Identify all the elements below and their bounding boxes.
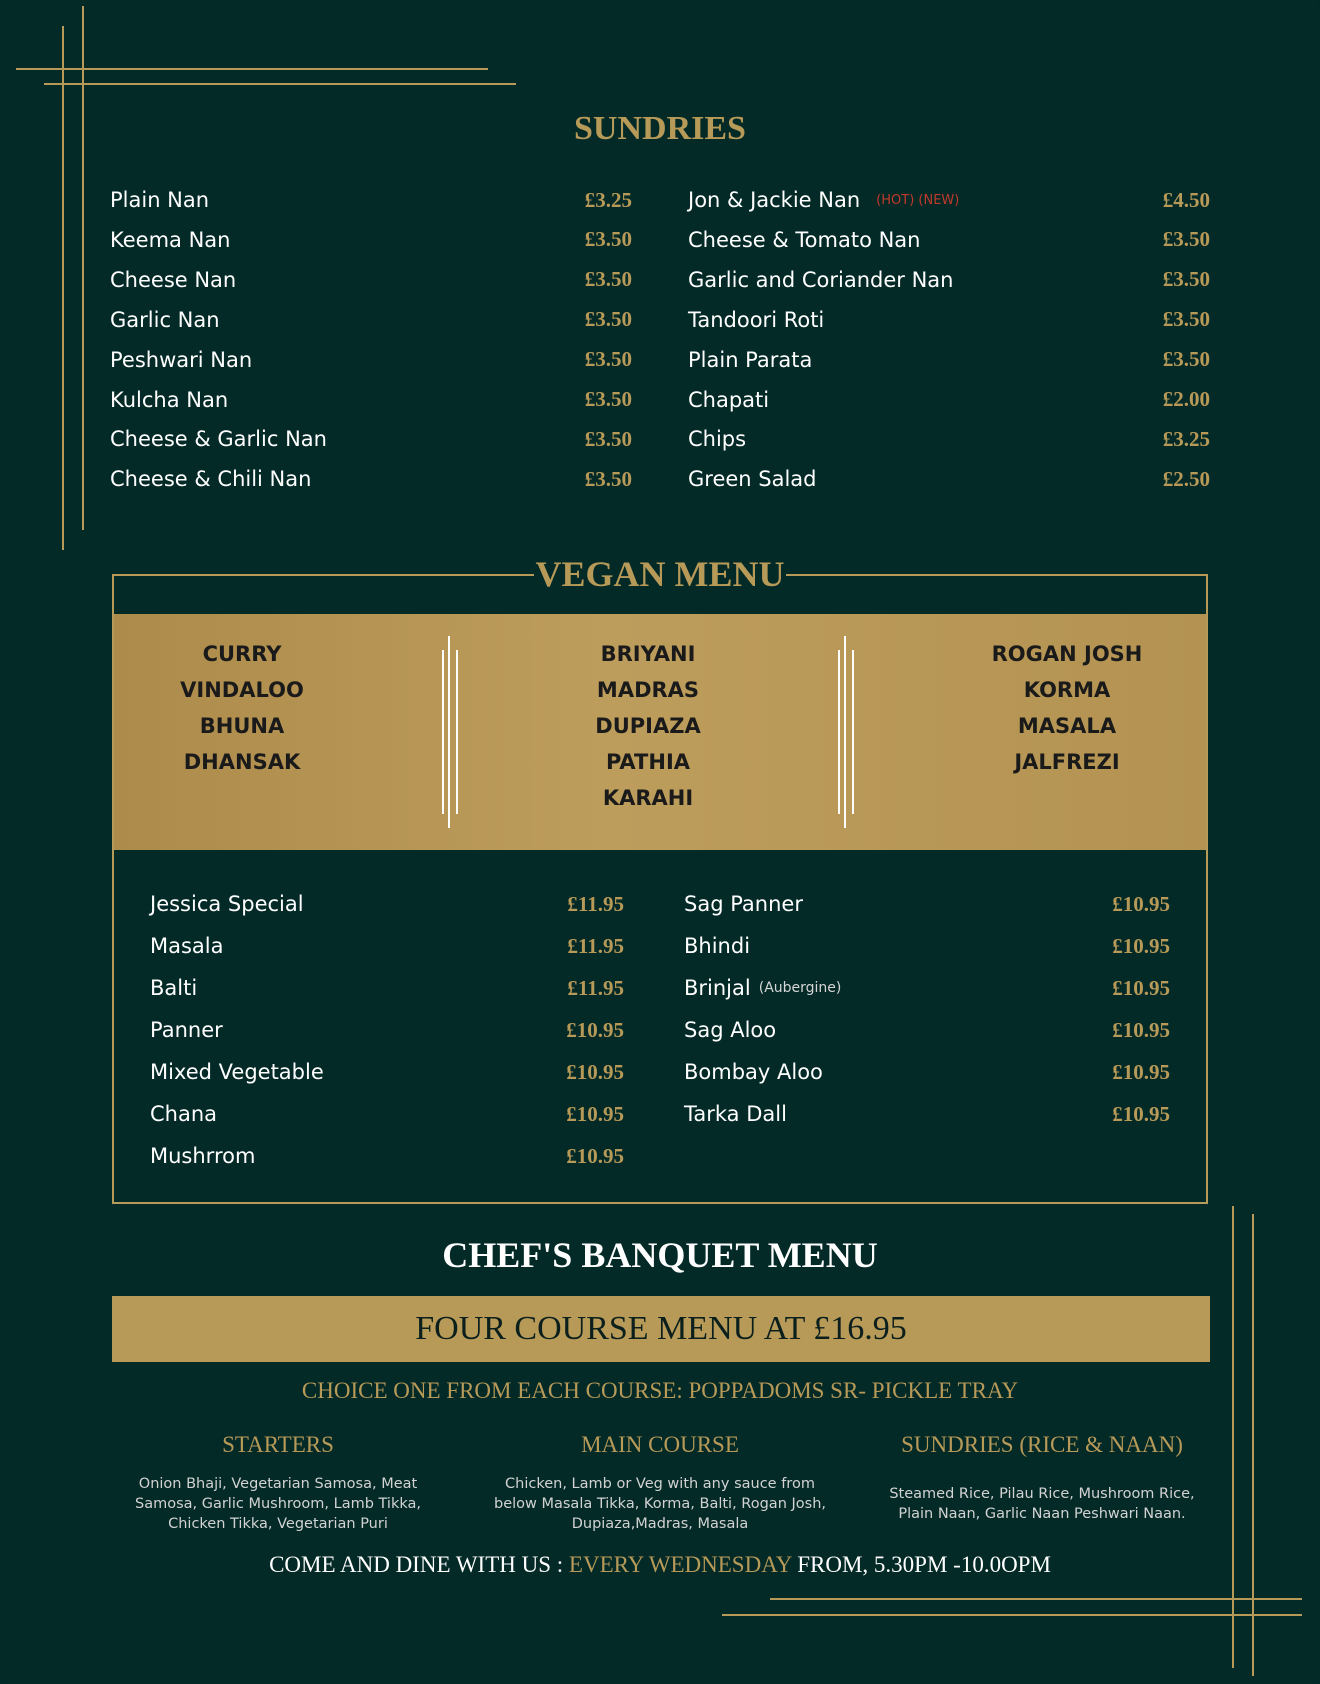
corner-line-top-v1 xyxy=(62,26,64,550)
menu-item-name-wrap xyxy=(684,934,750,958)
menu-item-price: £10.95 xyxy=(566,1017,624,1042)
footer-suffix: FROM, 5.30PM -10.0OPM xyxy=(797,1552,1051,1577)
menu-item-price: £4.50 xyxy=(1162,187,1210,212)
divider-bar xyxy=(448,636,450,828)
menu-item-price: £3.50 xyxy=(584,387,632,411)
menu-item-name-wrap xyxy=(688,388,769,412)
course-text-starters: Onion Bhaji, Vegetarian Samosa, Meat Samosa, Garlic Mushroom, Lamb Tikka, Chicken Tikka, Vegetarian Puri xyxy=(134,1476,421,1532)
menu-item-row xyxy=(150,1015,624,1045)
menu-item-name: Mixed Vegetable xyxy=(150,1060,324,1084)
menu-item-price: £10.95 xyxy=(566,1059,624,1084)
menu-item-name: Jon & Jackie Nan xyxy=(688,188,861,212)
menu-item-price: £2.00 xyxy=(1162,387,1210,411)
footer-highlight: EVERY WEDNESDAY xyxy=(568,1552,792,1577)
divider-bar xyxy=(838,650,840,814)
menu-item-row xyxy=(150,931,624,961)
sauce-name: PATHIA xyxy=(605,750,691,774)
menu-item-row xyxy=(110,305,632,335)
banquet-price-band: FOUR COURSE MENU AT £16.95 xyxy=(112,1296,1210,1362)
menu-item-row xyxy=(150,889,624,919)
menu-item-price: £10.95 xyxy=(1112,1101,1170,1126)
menu-item-name-wrap xyxy=(688,228,920,252)
menu-item-row xyxy=(688,385,1210,415)
sauce-name: CURRY xyxy=(202,642,282,666)
menu-item-name: Peshwari Nan xyxy=(110,347,253,372)
sundries-title: SUNDRIES xyxy=(574,110,746,147)
menu-item-name: Cheese & Chili Nan xyxy=(110,467,312,492)
menu-item-price: £11.95 xyxy=(567,933,624,958)
menu-item-price: £3.25 xyxy=(584,187,632,212)
menu-item-price: £10.95 xyxy=(1112,1017,1170,1042)
menu-item-name: Jessica Special xyxy=(150,892,304,916)
corner-line-top-h1 xyxy=(16,68,488,70)
corner-line-bottom-h1 xyxy=(770,1598,1302,1600)
divider-bar xyxy=(442,650,444,814)
menu-item-price: £10.95 xyxy=(1112,891,1170,916)
sauce-name: DUPIAZA xyxy=(595,714,701,738)
menu-item-name: Sag Panner xyxy=(684,892,803,916)
menu-item-name-wrap xyxy=(110,388,228,412)
menu-item-row xyxy=(684,1015,1170,1045)
menu-item-name-wrap xyxy=(688,308,824,332)
menu-item-price: £3.50 xyxy=(584,307,632,332)
menu-item-price: £10.95 xyxy=(1112,933,1170,958)
corner-line-top-h2 xyxy=(44,83,516,85)
menu-item-name: Cheese Nan xyxy=(110,267,237,292)
menu-item-name: Keema Nan xyxy=(110,227,231,252)
menu-item-row xyxy=(684,1057,1170,1087)
menu-item-name-wrap xyxy=(684,1018,776,1042)
menu-item-name: Cheese & Tomato Nan xyxy=(688,227,921,252)
course-title-sundries: SUNDRIES (RICE & NAAN) xyxy=(901,1432,1183,1457)
course-text-sundries: Steamed Rice, Pilau Rice, Mushroom Rice, Plain Naan, Garlic Naan Peshwari Naan. xyxy=(889,1486,1195,1522)
divider-bar xyxy=(456,650,458,814)
sauce-name: VINDALOO xyxy=(180,678,304,702)
sauce-name: ROGAN JOSH xyxy=(991,642,1143,666)
menu-item-name: Chips xyxy=(688,427,747,452)
sauce-name: BRIYANI xyxy=(600,642,696,666)
menu-item-name-wrap xyxy=(110,348,252,372)
menu-item-price: £3.50 xyxy=(584,466,632,491)
menu-item-row xyxy=(688,185,1210,215)
menu-item-row xyxy=(684,931,1170,961)
menu-item-row xyxy=(150,1099,624,1129)
menu-item-name: Sag Aloo xyxy=(684,1018,777,1042)
menu-item-name: Garlic Nan xyxy=(110,307,220,332)
menu-item-name: Chapati xyxy=(688,387,770,412)
sauce-name: KORMA xyxy=(1023,678,1111,702)
menu-item-name-wrap xyxy=(684,1102,787,1126)
sauce-name: BHUNA xyxy=(199,714,285,738)
menu-item-name: Plain Nan xyxy=(110,188,210,212)
sauce-column-1 xyxy=(142,636,342,780)
menu-item-name-wrap xyxy=(688,467,817,491)
menu-item-row xyxy=(110,225,632,255)
menu-item-name-wrap xyxy=(150,1060,324,1084)
menu-item-price: £3.50 xyxy=(1162,227,1210,252)
menu-item-tag: (HOT) (NEW) xyxy=(876,192,960,208)
menu-item-row xyxy=(110,464,632,494)
menu-item-name: Bombay Aloo xyxy=(684,1060,823,1084)
menu-item-row xyxy=(150,1141,624,1171)
menu-item-row xyxy=(150,1057,624,1087)
menu-item-name-wrap xyxy=(110,188,209,212)
menu-item-name: Kulcha Nan xyxy=(110,387,229,412)
menu-item-name-wrap xyxy=(110,467,311,491)
course-text-main: Chicken, Lamb or Veg with any sauce from below Masala Tikka, Korma, Balti, Rogan Josh, Dupiaza,Madras, Masala xyxy=(493,1476,826,1532)
corner-line-bottom-h2 xyxy=(722,1614,1302,1616)
menu-item-price: £3.50 xyxy=(1162,347,1210,372)
menu-item-price: £3.50 xyxy=(584,227,632,252)
course-title-main: MAIN COURSE xyxy=(581,1432,739,1457)
sauce-column-2 xyxy=(548,636,748,816)
menu-item-name-wrap xyxy=(110,308,220,332)
menu-item-name: Cheese & Garlic Nan xyxy=(110,427,327,452)
menu-item-price: £3.50 xyxy=(584,426,632,451)
menu-item-name-wrap xyxy=(688,188,959,212)
menu-item-name: Tandoori Roti xyxy=(688,307,825,332)
menu-item-row xyxy=(684,1099,1170,1129)
menu-item-name-wrap xyxy=(110,427,327,451)
menu-item-name: Brinjal xyxy=(684,976,751,1000)
menu-item-row xyxy=(110,424,632,454)
menu-item-price: £3.50 xyxy=(584,347,632,372)
menu-item-name: Tarka Dall xyxy=(684,1102,787,1126)
menu-item-name-wrap xyxy=(110,268,236,292)
sauce-name: MASALA xyxy=(1017,714,1117,738)
menu-item-note: (Aubergine) xyxy=(758,980,842,996)
menu-item-price: £10.95 xyxy=(566,1101,624,1126)
menu-item-price: £3.25 xyxy=(1162,426,1210,451)
menu-item-name-wrap xyxy=(684,892,803,916)
menu-item-name-wrap xyxy=(688,348,812,372)
menu-item-name-wrap xyxy=(150,892,304,916)
menu-item-name-wrap xyxy=(150,934,224,958)
banquet-subtitle: CHOICE ONE FROM EACH COURSE: POPPADOMS SR- PICKLE TRAY xyxy=(301,1378,1019,1403)
menu-item-price: £3.50 xyxy=(1162,267,1210,292)
banquet-title: CHEF'S BANQUET MENU xyxy=(442,1235,878,1275)
menu-item-row xyxy=(110,265,632,295)
menu-item-price: £11.95 xyxy=(567,891,624,916)
sauce-column-3 xyxy=(957,636,1177,780)
menu-item-name: Plain Parata xyxy=(688,347,813,372)
divider-bar xyxy=(844,636,846,828)
menu-item-name: Balti xyxy=(150,976,198,1000)
footer-line xyxy=(0,1552,1320,1578)
sauce-name: MADRAS xyxy=(596,678,700,702)
sauce-name: KARAHI xyxy=(602,786,694,810)
menu-item-name: Panner xyxy=(150,1018,223,1042)
menu-item-row xyxy=(688,265,1210,295)
menu-item-name: Bhindi xyxy=(684,934,751,958)
menu-item-name-wrap xyxy=(110,228,230,252)
menu-item-row xyxy=(150,973,624,1003)
menu-item-row xyxy=(688,305,1210,335)
menu-item-price: £3.50 xyxy=(584,267,632,292)
menu-item-name-wrap xyxy=(150,1102,217,1126)
menu-item-row xyxy=(688,225,1210,255)
menu-item-row xyxy=(110,345,632,375)
menu-item-name-wrap xyxy=(684,1060,823,1084)
footer-prefix: COME AND DINE WITH US : xyxy=(269,1552,564,1577)
menu-item-row xyxy=(684,889,1170,919)
sauce-name: JALFREZI xyxy=(1014,750,1120,774)
menu-item-name-wrap xyxy=(688,268,953,292)
menu-item-row xyxy=(110,185,632,215)
corner-line-bottom-v2 xyxy=(1252,1214,1254,1676)
menu-item-row xyxy=(110,385,632,415)
menu-item-price: £2.50 xyxy=(1162,466,1210,491)
menu-item-name: Green Salad xyxy=(688,467,817,492)
menu-item-row xyxy=(688,424,1210,454)
divider-bar xyxy=(852,650,854,814)
menu-item-name-wrap xyxy=(150,976,197,1000)
menu-item-row xyxy=(688,464,1210,494)
menu-item-name-wrap xyxy=(150,1144,255,1168)
corner-line-top-v2 xyxy=(82,6,84,530)
menu-item-price: £10.95 xyxy=(566,1143,624,1168)
menu-item-row xyxy=(688,345,1210,375)
menu-item-name-wrap xyxy=(688,427,746,451)
menu-item-price: £11.95 xyxy=(567,975,624,1000)
menu-item-name-wrap xyxy=(684,976,841,1000)
menu-item-price: £3.50 xyxy=(1162,307,1210,332)
menu-item-name: Chana xyxy=(150,1102,218,1126)
menu-item-name: Garlic and Coriander Nan xyxy=(688,267,954,292)
menu-item-name: Mushrrom xyxy=(150,1144,256,1168)
menu-item-price: £10.95 xyxy=(1112,975,1170,1000)
menu-item-name: Masala xyxy=(150,934,224,958)
course-title-starters: STARTERS xyxy=(222,1432,334,1457)
sauce-name: DHANSAK xyxy=(183,750,301,774)
vegan-menu-title: VEGAN MENU xyxy=(534,551,786,597)
menu-item-row xyxy=(684,973,1170,1003)
menu-item-price: £10.95 xyxy=(1112,1059,1170,1084)
menu-item-name-wrap xyxy=(150,1018,223,1042)
